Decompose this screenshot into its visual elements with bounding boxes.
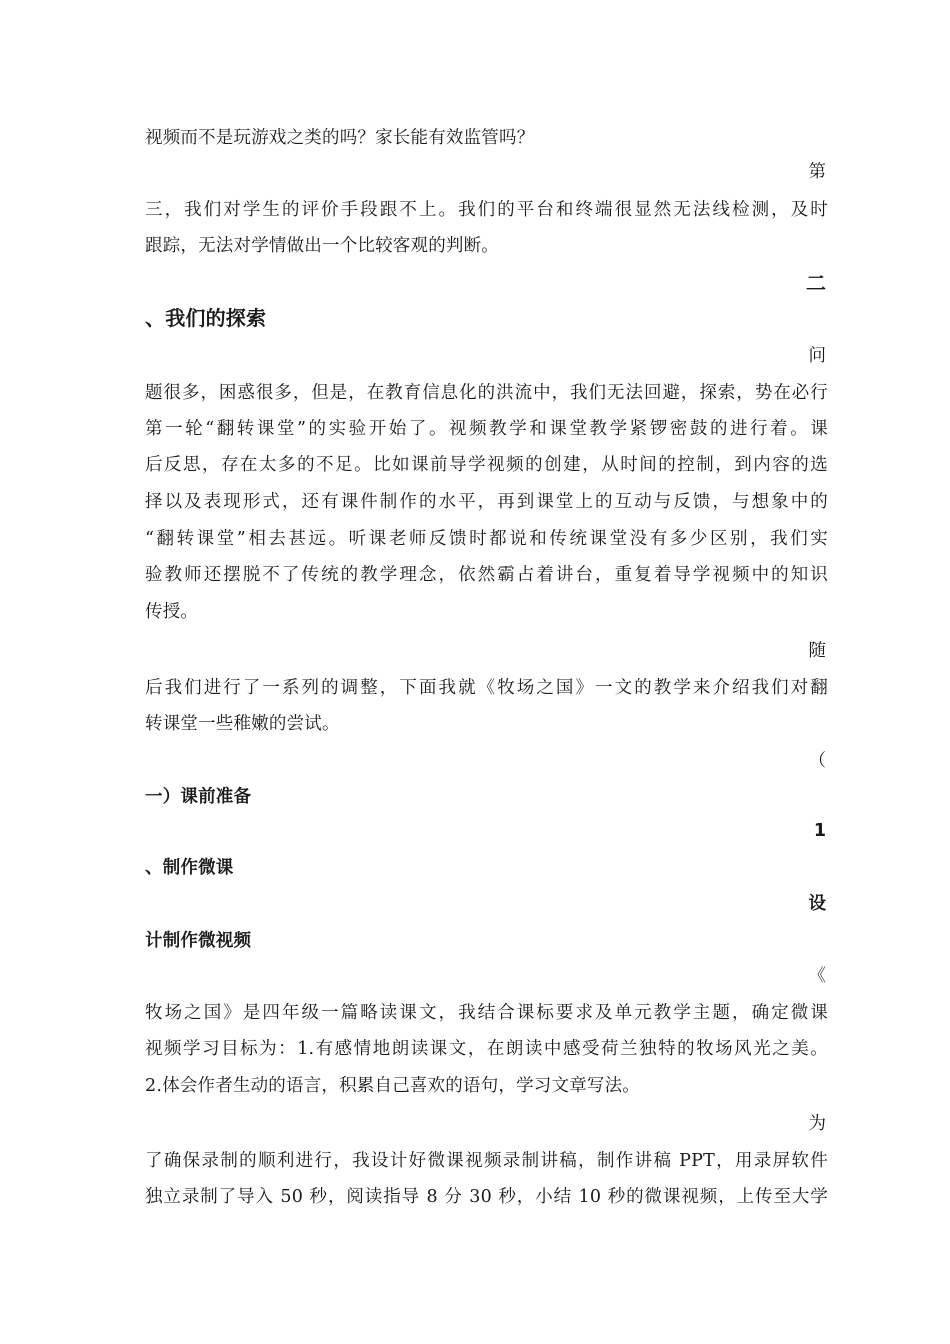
paragraph-start-char: 随 <box>808 641 826 661</box>
paragraph-line: 跟踪，无法对学情做出一个比较客观的判断。 <box>145 236 499 256</box>
paragraph-line: 后反思，存在太多的不足。比如课前导学视频的创建，从时间的控制，到内容的选 <box>145 455 828 475</box>
paragraph-start-char: 为 <box>808 1114 826 1134</box>
paragraph-line: 了确保录制的顺利进行，我设计好微课视频录制讲稿，制作讲稿 PPT，用录屏软件 <box>145 1151 828 1171</box>
paragraph-line: “翻转课堂”相去甚远。听课老师反馈时都说和传统课堂没有多少区别，我们实 <box>145 529 828 549</box>
paragraph-line: 转课堂一些稚嫩的尝试。 <box>145 714 340 734</box>
paragraph-start-char: 第 <box>808 162 826 182</box>
paragraph-line: 择以及表现形式，还有课件制作的水平，再到课堂上的互动与反馈，与想象中的 <box>145 492 828 512</box>
subheading-number: 1 <box>813 821 826 841</box>
subheading: 、制作微课 <box>145 858 234 878</box>
paragraph-line: 视频而不是玩游戏之类的吗？家长能有效监管吗？ <box>145 128 535 148</box>
paragraph-line: 三，我们对学生的评价手段跟不上。我们的平台和终端很显然无法线检测，及时 <box>145 200 828 220</box>
paragraph-line: 牧场之国》是四年级一篇略读课文，我结合课标要求及单元教学主题，确定微课 <box>145 1003 828 1023</box>
paragraph-line: 2.体会作者生动的语言，积累自己喜欢的语句，学习文章写法。 <box>145 1076 640 1096</box>
paragraph-line: 验教师还摆脱不了传统的教学理念，依然霸占着讲台，重复着导学视频中的知识 <box>145 565 828 585</box>
paragraph-line: 传授。 <box>145 602 199 622</box>
paragraph-start-char: 《 <box>808 966 826 986</box>
paragraph-line: 第一轮“翻转课堂”的实验开始了。视频教学和课堂教学紧锣密鼓的进行着。课 <box>145 419 828 439</box>
paragraph-line: 视频学习目标为：1.有感情地朗读课文，在朗读中感受荷兰独特的牧场风光之美。 <box>145 1039 828 1059</box>
subheading-number: 设 <box>808 894 826 914</box>
paragraph-start-char: 问 <box>808 346 826 366</box>
subheading: 计制作微视频 <box>145 931 252 951</box>
paragraph-line: 题很多，困惑很多，但是，在教育信息化的洪流中，我们无法回避，探索，势在必行 <box>145 383 828 403</box>
paragraph-line: 独立录制了导入 50 秒，阅读指导 8 分 30 秒，小结 10 秒的微课视频，上传至大学 <box>145 1187 828 1207</box>
section-heading-number: 二 <box>806 271 826 295</box>
subheading-number: （ <box>808 751 826 771</box>
paragraph-line: 后我们进行了一系列的调整，下面我就《牧场之国》一文的教学来介绍我们对翻 <box>145 678 828 698</box>
section-heading: 、我们的探索 <box>145 306 267 330</box>
subheading: 一）课前准备 <box>145 787 252 807</box>
